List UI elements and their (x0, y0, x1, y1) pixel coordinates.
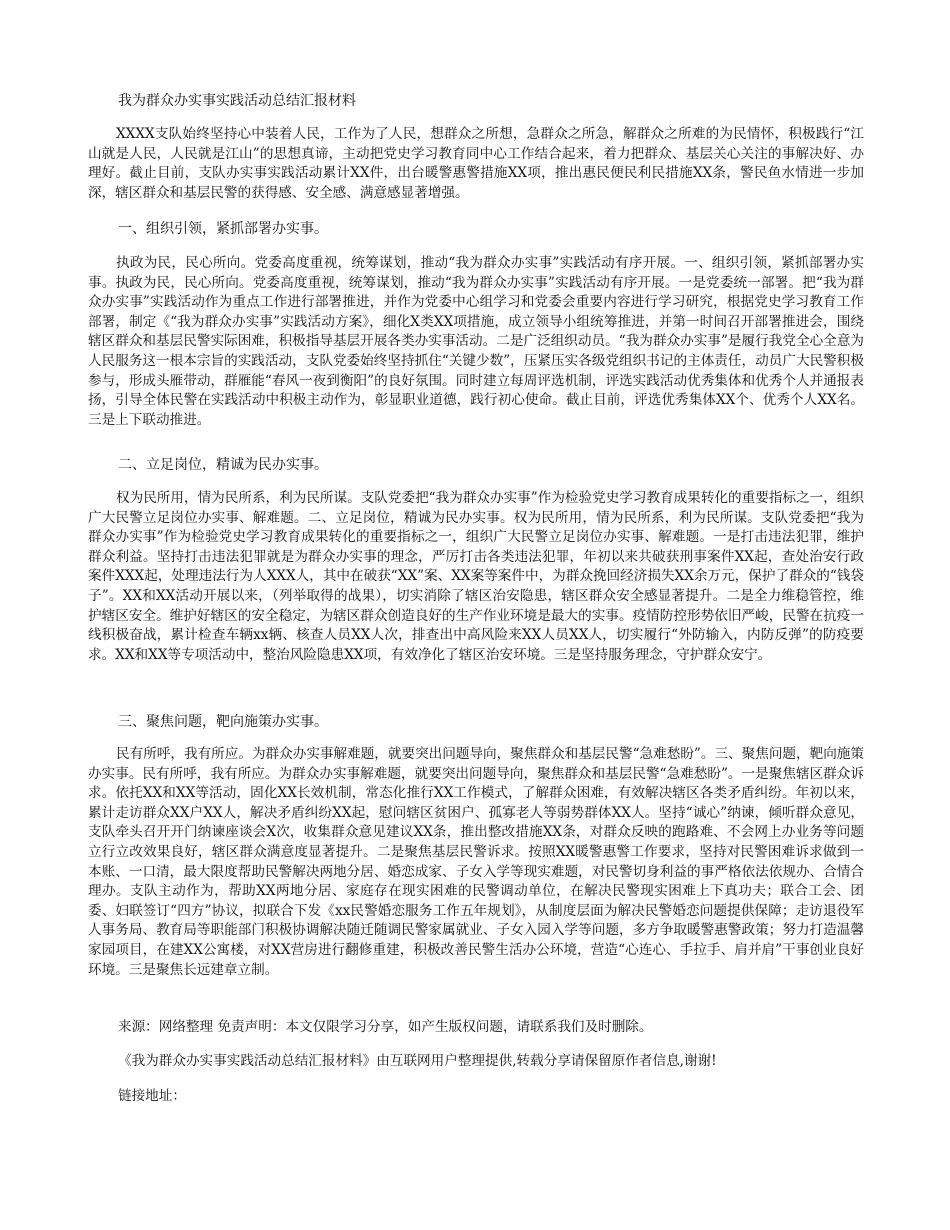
link-address-label: 链接地址： (118, 1088, 186, 1104)
section-heading-2: 二、立足岗位，精诚为民办实事。 (118, 457, 328, 473)
section-body-3: 民有所呼，我有所应。为群众办实事解难题，就要突出问题导向，聚焦群众和基层民警“急难愁盼”。三、聚焦问题，靶向施策办实事。民有所呼，我有所应。为群众办实事解难题，就要突出问题导向，聚焦群众和基层民警“急难愁盼”。一是聚焦辖区群众诉求。依托XX和XX等活动，固化XX长效机制，常态化推行XX工作模式，了解群众困难，有效解决辖区各类矛盾纠纷。年初以来，累计走访群众XX户XX人，解决矛盾纠纷XX起，慰问辖区贫困户、孤寡老人等弱势群体XX人。坚持“诚心”纳谏，倾听群众意见，支队牵头召开开门纳谏座谈会X次，收集群众意见建议XX条，推出整改措施XX条，对群众反映的跑路难、不会网上办业务等问题立行立改效果良好，辖区群众满意度显著提升。二是聚焦基层民警诉求。按照XX暖警惠警工作要求，坚持对民警困难诉求做到一本账、一口清，最大限度帮助民警解决两地分居、婚恋成家、子女入学等现实难题，对民警切身利益的事严格依法依规办、合情合理办。支队主动作为，帮助XX两地分居、家庭存在现实困难的民警调动单位，在解决民警现实困难上下真功夫；联合工会、团委、妇联签订“四方”协议，拟联合下发《xx民警婚恋服务工作五年规划》，从制度层面为解决民警婚恋问题提供保障；走访退役军人事务局、教育局等职能部门积极协调解决随迁随调民警家属就业、子女入园入学等问题，多方争取暖警惠警政策；努力打造温馨家园项目，在建XX公寓楼，对XX营房进行翻修重建，积极改善民警生活办公环境，营造“心连心、手拉手、肩并肩”干事创业良好环境。三是聚焦长远建章立制。 (88, 746, 864, 978)
share-notice: 《我为群众办实事实践活动总结汇报材料》由互联网用户整理提供,转载分享请保留原作者信息,谢谢! (118, 1053, 717, 1069)
intro-paragraph: XXXX支队始终坚持心中装着人民，工作为了人民，想群众之所想，急群众之所急，解群众之所难的为民情怀，积极践行“江山就是人民，人民就是江山”的思想真谛，主动把党史学习教育同中心工作结合起来，着力把群众、基层关心关注的事解决好、办理好。截止目前，支队办实事实践活动累计XX件，出台暖警惠警措施XX项，推出惠民便民利民措施XX条，警民鱼水情进一步加深，辖区群众和基层民警的获得感、安全感、满意感显著增强。 (88, 126, 864, 201)
section-body-1: 执政为民，民心所向。党委高度重视，统筹谋划，推动“我为群众办实事”实践活动有序开展。一、组织引领，紧抓部署办实事。执政为民，民心所向。党委高度重视，统筹谋划，推动“我为群众办实事”实践活动有序开展。一是党委统一部署。把“我为群众办实事”实践活动作为重点工作进行部署推进，并作为党委中心组学习和党委会重要内容进行学习研究，根据党史学习教育工作部署，制定《“我为群众办实事”实践活动方案》，细化X类XX项措施，成立领导小组统筹推进，并第一时间召开部署推进会，围绕辖区群众和基层民警实际困难，积极指导基层开展各类办实事活动。二是广泛组织动员。“我为群众办实事”是履行我党全心全意为人民服务这一根本宗旨的实践活动，支队党委始终坚持抓住“关键少数”，压紧压实各级党组织书记的主体责任，动员广大民警积极参与，形成头雁带动，群雁能“春风一夜到衡阳”的良好氛围。同时建立每周评选机制，评选实践活动优秀集体和优秀个人并通报表扬，引导全体民警在实践活动中积极主动作为，彰显职业道德，践行初心使命。截止目前，评选优秀集体XX个、优秀个人XX名。三是上下联动推进。 (88, 255, 864, 428)
section-heading-1: 一、组织引领，紧抓部署办实事。 (118, 221, 328, 237)
section-heading-3: 三、聚焦问题，靶向施策办实事。 (118, 714, 328, 730)
section-body-2: 权为民所用，情为民所系，利为民所谋。支队党委把“我为群众办实事”作为检验党史学习教育成果转化的重要指标之一，组织广大民警立足岗位办实事、解难题。二、立足岗位，精诚为民办实事。权为民所用，情为民所系，利为民所谋。支队党委把“我为群众办实事”作为检验党史学习教育成果转化的重要指标之一，组织广大民警立足岗位办实事、解难题。一是打击违法犯罪，维护群众利益。坚持打击违法犯罪就是为群众办实事的理念，严厉打击各类违法犯罪，年初以来共破获刑事案件XX起，查处治安行政案件XXX起，处理违法行为人XXX人，其中在破获“XX”案、XX案等案件中，为群众挽回经济损失XX余万元，保护了群众的“钱袋子”。XX和XX活动开展以来，（列举取得的战果），切实消除了辖区治安隐患，辖区群众安全感显著提升。二是全力维稳管控，维护辖区安全。维护好辖区的安全稳定，为辖区群众创造良好的生产作业环境是最大的实事。疫情防控形势依旧严峻，民警在抗疫一线积极奋战，累计检查车辆xx辆、核查人员XX人次，排查出中高风险来XX人员XX人，切实履行“外防输入，内防反弹”的防疫要求。XX和XX等专项活动中，整治风险隐患XX项，有效净化了辖区治安环境。三是坚持服务理念，守护群众安宁。 (88, 490, 864, 663)
source-disclaimer: 来源：网络整理 免责声明：本文仅限学习分享，如产生版权问题，请联系我们及时删除。 (118, 1019, 653, 1035)
document-title: 我为群众办实事实践活动总结汇报材料 (118, 93, 356, 109)
